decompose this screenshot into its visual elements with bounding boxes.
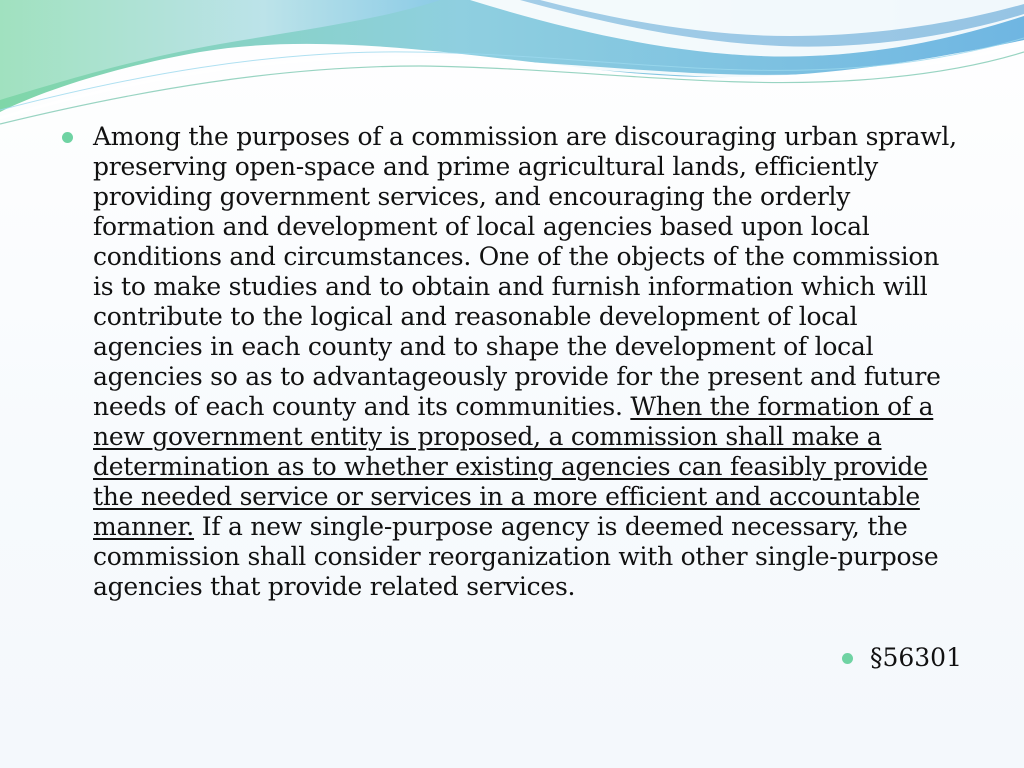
main-bullet-paragraph <box>62 122 962 602</box>
reference-text: §56301 <box>869 643 962 672</box>
header-wave-decoration <box>0 0 1024 130</box>
paragraph-text-part1: Among the purposes of a commission are discouraging urban sprawl, preserving open-space and prime agricultural lands, efficiently providing government services, and encouraging the orderly formation and development of local agencies based upon local conditions and circumstances. One of the objects of the commission is to make studies and to obtain and furnish information which will contribute to the logical and reasonable development of local agencies in each county and to shape the development of local agencies so as to advantageously provide for the present and future needs of each county and its communities. <box>93 122 957 421</box>
paragraph-text-part2: If a new single-purpose agency is deemed necessary, the commission shall consider reorganization with other single-purpose agencies that provide related services. <box>93 512 939 601</box>
bullet-dot-icon <box>842 653 853 664</box>
content-area <box>62 122 962 602</box>
paragraph-underlined-text: When the formation of a new government entity is proposed, a commission shall make a determination as to whether existing agencies can feasibly provide the needed service or services in a more efficient and accountable manner. <box>93 392 934 541</box>
reference-bullet <box>842 643 962 673</box>
bullet-dot-icon <box>62 132 73 143</box>
